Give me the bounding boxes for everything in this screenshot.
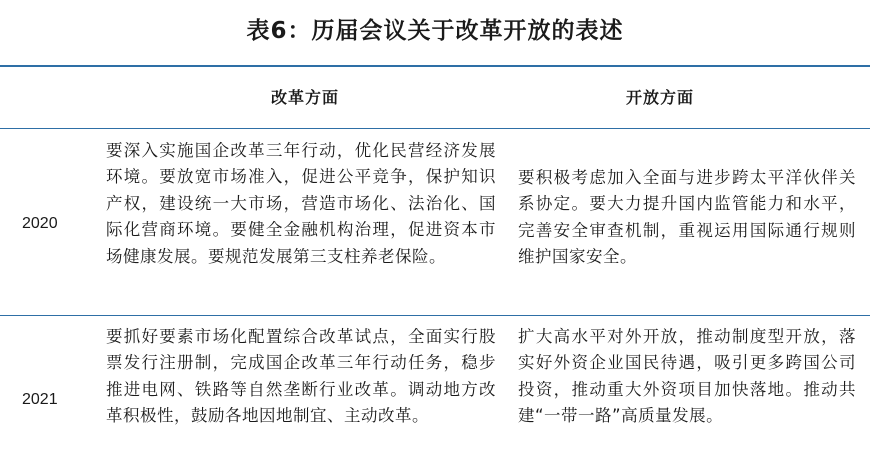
column-header-opening: 开放方面 <box>625 88 694 107</box>
table-top-rule <box>0 65 870 67</box>
row-year-2021: 2021 <box>22 391 58 408</box>
row-year-2020: 2020 <box>22 215 58 232</box>
row-divider <box>0 315 870 316</box>
reform-cell-2020: 要深入实施国企改革三年行动，优化民营经济发展环境。要放宽市场准入，促进公平竞争，保护知识产权，建设统一大市场，营造市场化、法治化、国际化营商环境。要健全金融机构治理，促进资本市场健康发展。要规范发展第三支柱养老保险。 <box>106 141 496 266</box>
opening-cell-2020: 要积极考虑加入全面与进步跨太平洋伙伴关系协定。要大力提升国内监管能力和水平，完善安全审查机制，重视运用国际通行规则维护国家安全。 <box>518 168 856 267</box>
reform-cell-2021: 要抓好要素市场化配置综合改革试点，全面实行股票发行注册制，完成国企改革三年行动任务，稳步推进电网、铁路等自然垄断行业改革。调动地方改革积极性，鼓励各地因地制宜、主动改革。 <box>106 327 496 426</box>
opening-cell-2021: 扩大高水平对外开放，推动制度型开放，落实好外资企业国民待遇，吸引更多跨国公司投资，推动重大外资项目加快落地。推动共建“一带一路”高质量发展。 <box>518 327 856 426</box>
column-header-reform: 改革方面 <box>270 88 339 107</box>
table-title: 表6：历届会议关于改革开放的表述 <box>246 18 624 44</box>
header-divider <box>0 128 870 129</box>
